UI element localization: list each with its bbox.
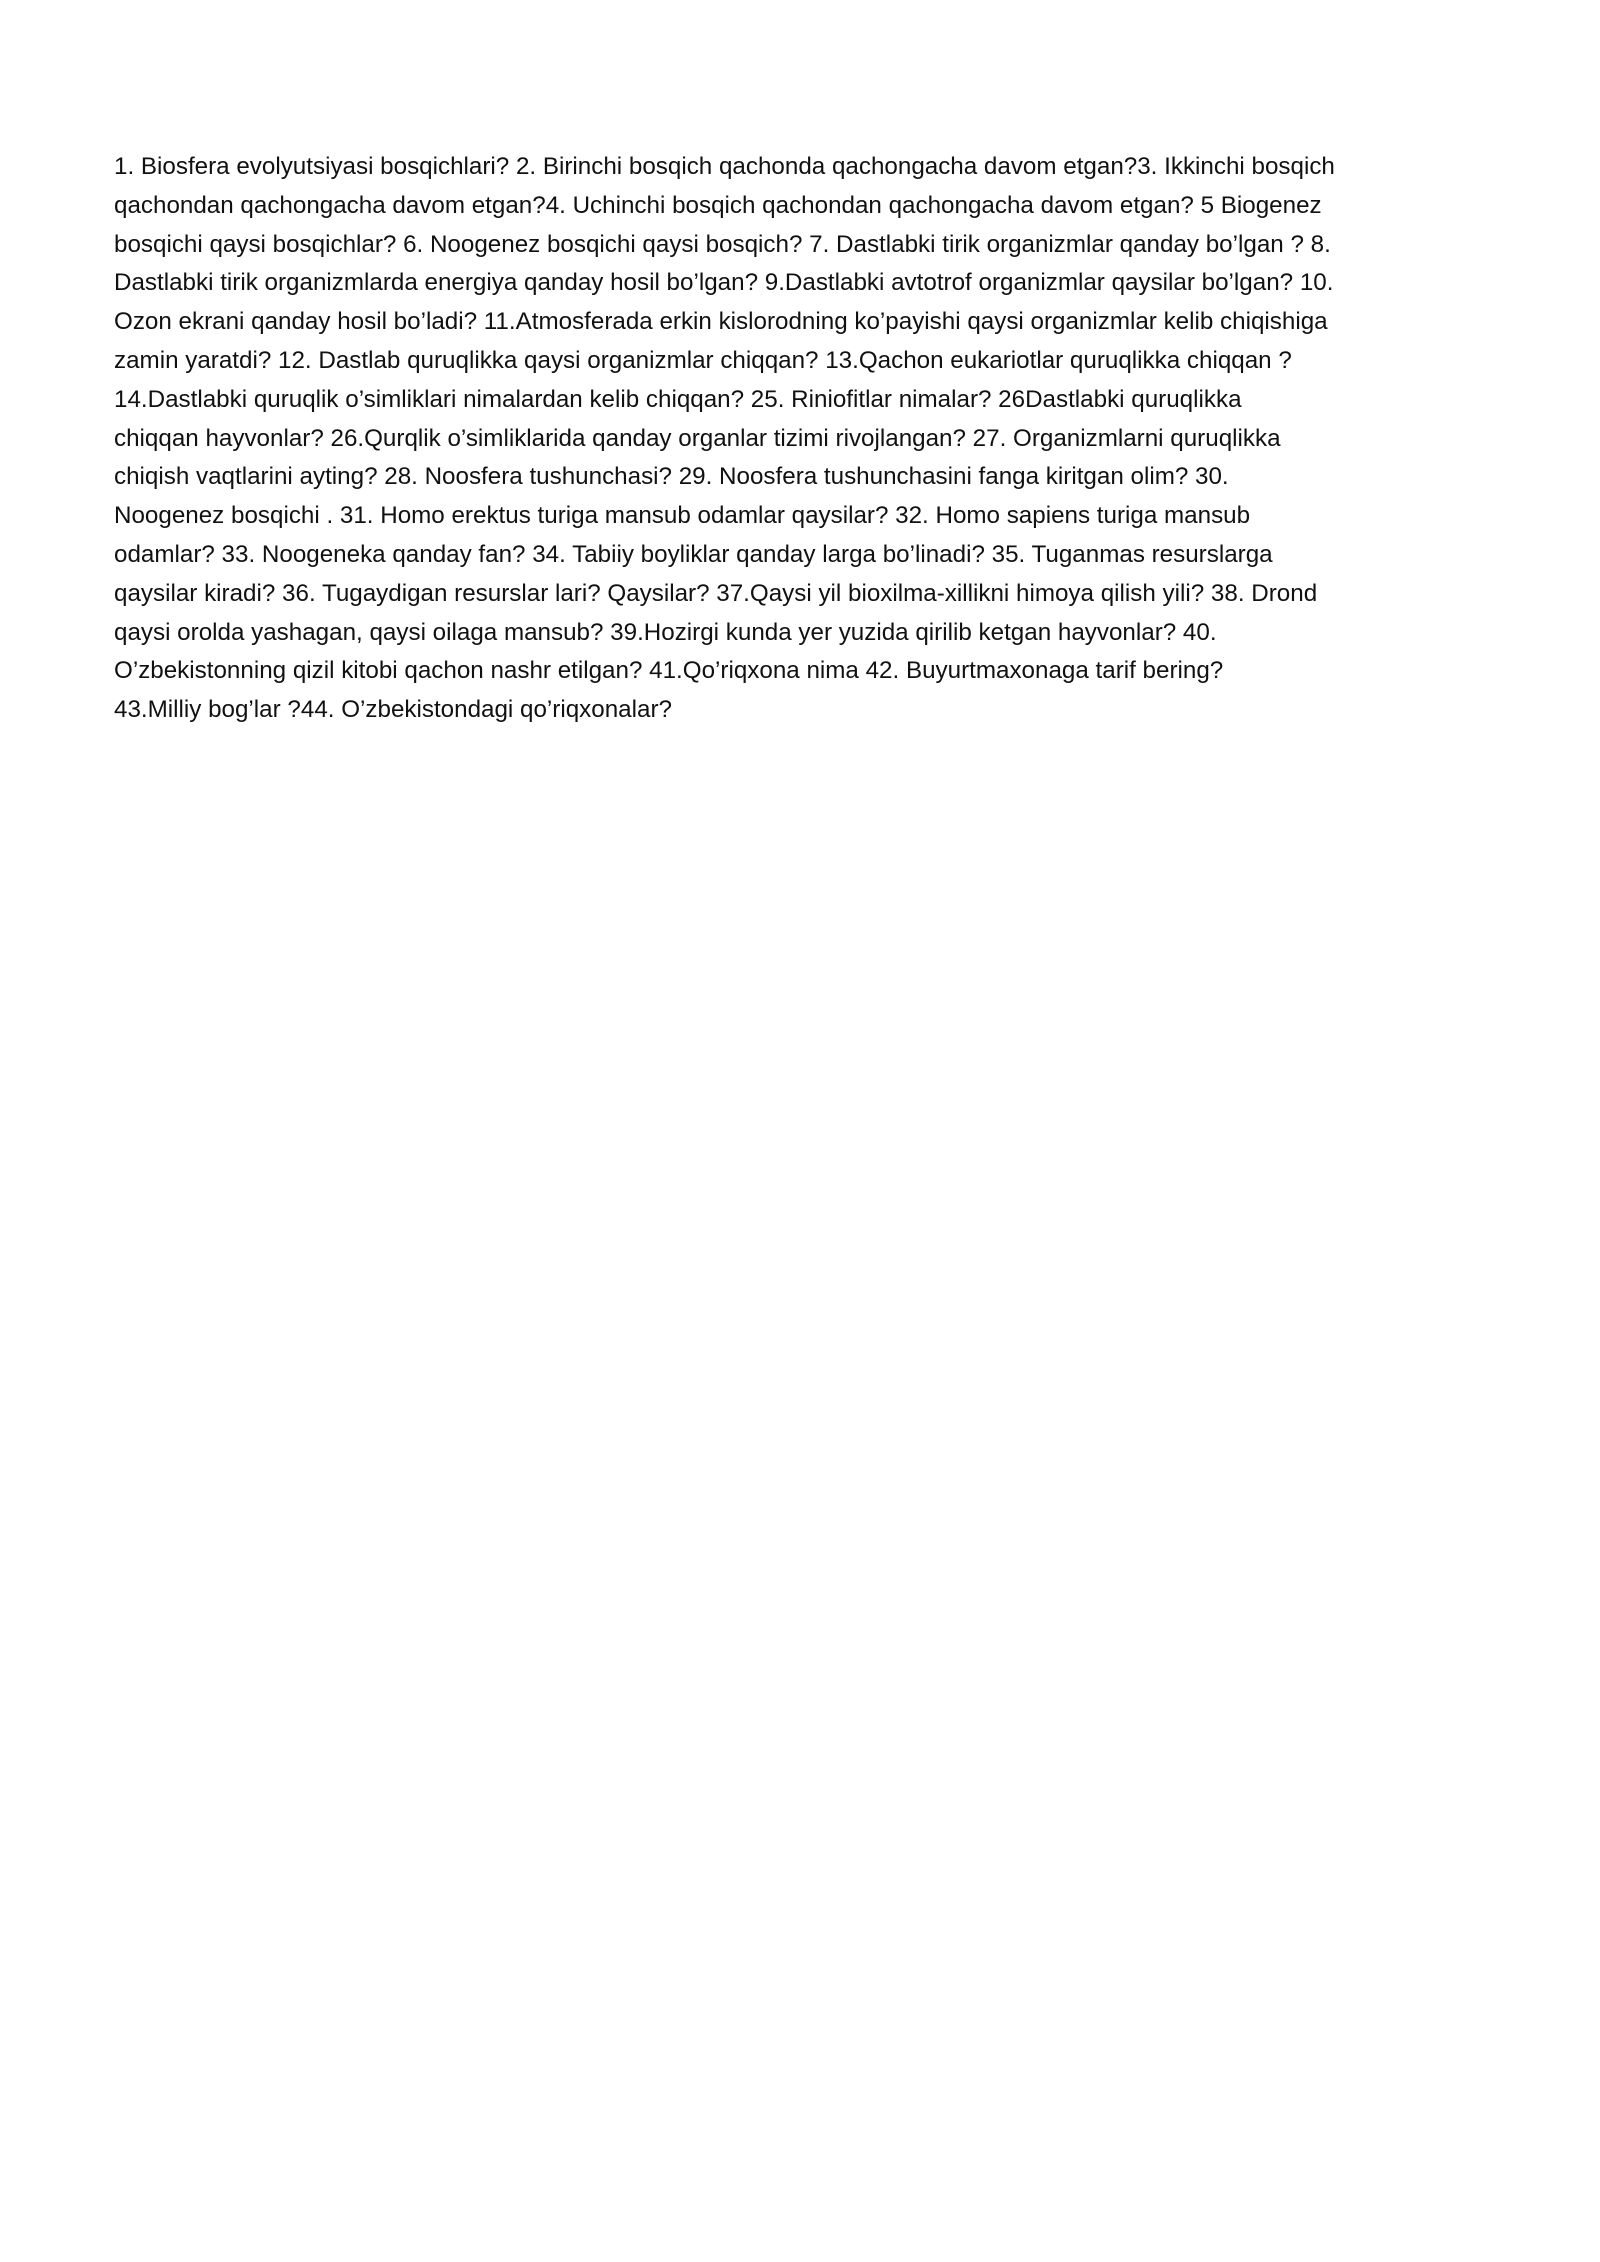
- text-line: zamin yaratdi? 12. Dastlab quruqlikka qaysi organizmlar chiqqan? 13.Qachon eukariotlar quruqlikka chiqqan ?: [114, 346, 1292, 374]
- text-line: 1. Biosfera evolyutsiyasi bosqichlari? 2. Birinchi bosqich qachonda qachongacha davom etgan?3. Ikkinchi bosqich: [114, 153, 1335, 180]
- text-line: chiqish vaqtlarini ayting? 28. Noosfera tushunchasi? 29. Noosfera tushunchasini fanga kiritgan olim? 30.: [114, 463, 1229, 491]
- text-line: odamlar? 33. Noogeneka qanday fan? 34. Tabiiy boyliklar qanday larga bo’linadi? 35. Tuganmas resurslarga: [114, 540, 1273, 568]
- text-line: qaysi orolda yashagan, qaysi oilaga mansub? 39.Hozirgi kunda yer yuzida qirilib ketgan hayvonlar? 40.: [114, 618, 1217, 646]
- text-line: Ozon ekrani qanday hosil bo’ladi? 11.Atmosferada erkin kislorodning ko’payishi qaysi organizmlar kelib chiqishiga: [114, 308, 1328, 336]
- text-line: bosqichi qaysi bosqichlar? 6. Noogenez bosqichi qaysi bosqich? 7. Dastlabki tirik organizmlar qanday bo’lgan ? 8.: [114, 230, 1331, 258]
- text-line: qachondan qachongacha davom etgan?4. Uchinchi bosqich qachondan qachongacha davom etgan? 5 Biogenez: [114, 191, 1322, 219]
- text-line: 14.Dastlabki quruqlik o’simliklari nimalardan kelib chiqqan? 25. Riniofitlar nimalar? 26Dastlabki quruqlikka: [114, 385, 1242, 413]
- text-line: Noogenez bosqichi . 31. Homo erektus turiga mansub odamlar qaysilar? 32. Homo sapiens turiga mansub: [114, 502, 1251, 530]
- text-line: Dastlabki tirik organizmlarda energiya qanday hosil bo’lgan? 9.Dastlabki avtotrof organizmlar qaysilar bo’lgan? 10.: [114, 269, 1334, 297]
- text-line: 43.Milliy bog’lar ?44. O’zbekistondagi qo’riqxonalar?: [114, 696, 672, 724]
- text-line: O’zbekistonning qizil kitobi qachon nashr etilgan? 41.Qo’riqxona nima 42. Buyurtmaxonaga tarif bering?: [114, 657, 1224, 685]
- text-line: qaysilar kiradi? 36. Tugaydigan resurslar lari? Qaysilar? 37.Qaysi yil bioxilma-xillikni himoya qilish yili? 38. Drond: [114, 579, 1318, 607]
- text-line: chiqqan hayvonlar? 26.Qurqlik o’simliklarida qanday organlar tizimi rivojlangan? 27. Organizmlarni quruqlikka: [114, 424, 1281, 452]
- question-paragraph: [114, 148, 1494, 730]
